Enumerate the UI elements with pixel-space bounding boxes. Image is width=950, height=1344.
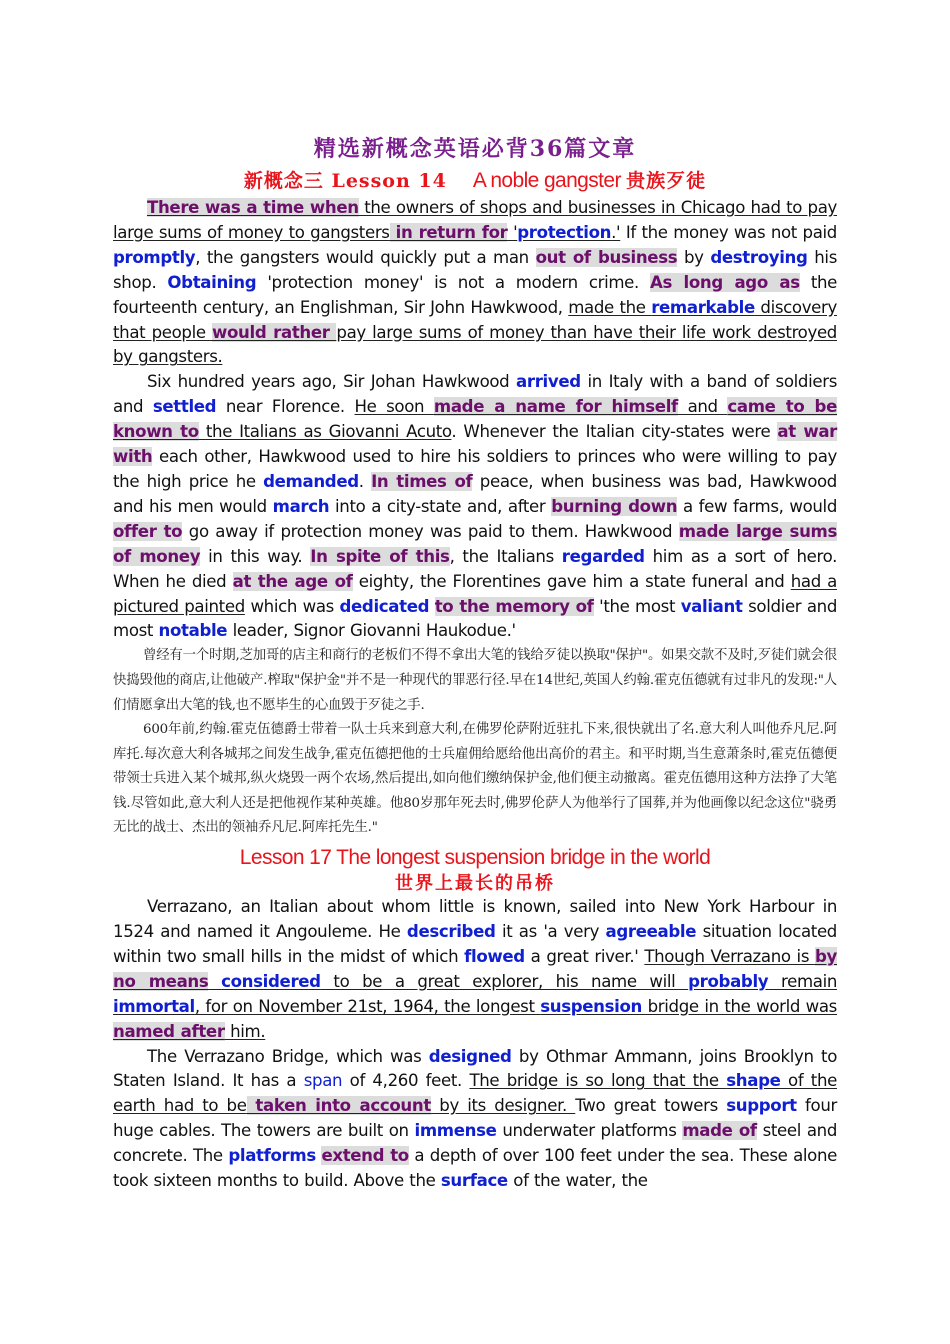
text-run: situation located within two small hills in the midst of which <box>113 921 837 966</box>
text-run: four huge cables. The towers are built on <box>113 1096 837 1141</box>
lesson14-heading <box>113 166 837 196</box>
text-run: Six hundred years ago, Sir Johan Hawkwood <box>147 372 517 392</box>
text-run: pay large sums of money than have their life work destroyed by gangsters. <box>113 322 837 367</box>
text-run: , the gangsters would quickly put a man <box>195 247 536 267</box>
text-run: soldier and most <box>113 596 837 641</box>
text-run: leader, Signor Giovanni Haukodue.' <box>227 621 516 641</box>
highlighted-phrase: out of business <box>535 247 678 267</box>
text-run: remain <box>768 971 838 991</box>
keyword: considered <box>221 971 321 991</box>
text-run: He soon <box>354 397 434 417</box>
document-title: 精选新概念英语必背36篇文章 <box>313 136 637 162</box>
text-run <box>208 972 221 991</box>
text-run: to be a great explorer, his name will <box>320 971 689 991</box>
text-run: 'the most <box>593 596 681 616</box>
document-page <box>113 132 837 1194</box>
highlighted-phrase: at war with <box>113 422 837 467</box>
highlighted-phrase: made large sums of money <box>113 521 838 566</box>
text-run: Two great towers <box>575 1096 727 1116</box>
text-run: by <box>677 247 711 267</box>
highlighted-phrase: made a name for himself <box>433 397 678 417</box>
highlighted-phrase: would rather <box>212 322 337 342</box>
lesson17-paragraph-2 <box>113 1045 837 1194</box>
text-run: into a city-state and, after <box>329 496 552 516</box>
lesson14-translation-1: 曾经有一个时期,芝加哥的店主和商行的老板们不得不拿出大笔的钱给歹徒以换取"保护"。如果交款不及时,歹徒们就会很快捣毁他的商店,让他破产.榨取"保护金"并不是一种现代的罪恶行径.早在14世纪,英国人约翰.霍克伍德就有过非凡的发现:"人们情愿拿出大笔的钱,也不愿毕生的心血毁于歹徒之手. <box>113 648 837 713</box>
keyword: probably <box>688 971 769 991</box>
text-run: a depth of over 100 feet under the sea. These alone took sixteen months to build. Above the <box>113 1146 837 1191</box>
highlighted-phrase: In spite of this <box>310 546 450 566</box>
text-run: steel and concrete. The <box>113 1121 837 1166</box>
keyword: platforms <box>228 1146 316 1166</box>
keyword: surface <box>440 1171 508 1191</box>
text-run: , the Italians <box>449 546 562 566</box>
text-run: , for on November 21st, 1964, the longest <box>194 996 541 1016</box>
keyword: support <box>726 1096 797 1116</box>
keyword: settled <box>152 397 217 417</box>
highlighted-phrase: In times of <box>371 471 473 491</box>
text-run: by Othmar Ammann, joins Brooklyn to Staten Island. It has a <box>113 1046 838 1091</box>
text-run: it as 'a very <box>495 921 606 941</box>
highlighted-phrase: at the age of <box>232 571 353 591</box>
text-run: Though Verrazano is <box>644 946 815 966</box>
keyword: remarkable <box>651 297 755 317</box>
highlighted-phrase: in return for <box>389 222 508 242</box>
text-run: him as a sort of hero. When he died <box>113 546 838 591</box>
highlighted-phrase: by no means <box>113 946 837 991</box>
text-run: .' <box>611 222 621 242</box>
keyword: shape <box>726 1071 781 1091</box>
text-run: by its designer. <box>430 1096 576 1116</box>
keyword: agreeable <box>605 921 697 941</box>
keyword: march <box>272 496 330 516</box>
keyword: demanded <box>263 471 359 491</box>
text-run: a few farms, would <box>677 496 837 516</box>
keyword: described <box>406 921 496 941</box>
keyword: regarded <box>561 546 645 566</box>
keyword: notable <box>158 621 228 641</box>
text-run: of the earth had to be <box>113 1071 837 1116</box>
text-run: The bridge is so long that the <box>469 1071 727 1091</box>
text-run: If the money was not paid <box>620 222 837 242</box>
lesson17-paragraph-1 <box>113 895 837 1044</box>
highlighted-phrase: to the memory of <box>434 596 594 616</box>
text-run: the Italians as Giovanni Acuto <box>198 422 452 442</box>
keyword: Obtaining <box>167 272 257 292</box>
text-run: of 4,260 feet. <box>342 1071 470 1091</box>
lesson17-heading-chinese: 世界上最长的吊桥 <box>395 873 555 895</box>
highlighted-phrase: made of <box>682 1121 757 1141</box>
keyword: valiant <box>680 596 743 616</box>
text-run: and <box>677 397 728 417</box>
text-run: underwater platforms <box>496 1121 683 1141</box>
text-run: of the water, the <box>507 1171 648 1191</box>
lesson14-heading-english: A noble gangster <box>472 169 621 192</box>
lesson14-heading-chinese: 贵族歹徒 <box>626 170 707 192</box>
text-run: discovery that people <box>113 297 837 342</box>
text-run: peace, when business was bad, Hawkwood and his men would <box>113 471 837 516</box>
text-run <box>429 597 435 616</box>
text-run: go away if protection money was paid to them. Hawkwood <box>182 521 679 541</box>
text-run: bridge in the world was <box>642 996 837 1016</box>
keyword: dedicated <box>339 596 430 616</box>
text-run: eighty, the Florentines gave him a state funeral and <box>352 571 791 591</box>
lesson17-heading: Lesson 17 The longest suspension bridge in the world <box>239 846 711 870</box>
text-run: the fourteenth century, an Englishman, Sir John Hawkwood, <box>113 272 837 317</box>
text-run: 'protection money' is not a modern crime. <box>256 272 650 292</box>
keyword: designed <box>428 1046 512 1066</box>
keyword: suspension <box>540 996 643 1016</box>
text-run: . <box>358 471 372 491</box>
highlighted-phrase: named after <box>113 1021 225 1041</box>
highlighted-phrase: extend to <box>321 1146 409 1166</box>
keyword: immense <box>414 1121 497 1141</box>
text-run: The Verrazano Bridge, which was <box>147 1046 429 1066</box>
text-run: a great river.' <box>524 946 645 966</box>
lesson14-paragraph-2 <box>113 370 837 644</box>
keyword: arrived <box>516 372 581 392</box>
lesson14-heading-prefix: 新概念三 Lesson 14 <box>243 170 447 192</box>
text-run: Verrazano, an Italian about whom little is known, sailed into New York Harbour in 1524 and named it Angouleme. He <box>113 897 837 941</box>
highlighted-phrase: offer to <box>113 521 183 541</box>
highlighted-phrase: taken into account <box>246 1096 431 1116</box>
text-run: his shop. <box>113 247 837 292</box>
text-run: in this way. <box>200 546 311 566</box>
lesson14-paragraph-1 <box>113 196 837 370</box>
keyword: span <box>303 1071 343 1091</box>
highlighted-phrase: There was a time when <box>147 198 359 217</box>
text-run: each other, Hawkwood used to hire his soldiers to princes who were willing to pay the high price he <box>113 447 837 491</box>
text-run: near Florence. <box>216 397 355 417</box>
text-run: in Italy with a band of soldiers and <box>113 372 837 417</box>
highlighted-phrase: came to be known to <box>113 397 837 442</box>
text-run: . Whenever the Italian city-states were <box>451 422 778 442</box>
text-run: which was <box>244 596 340 616</box>
text-run: the owners of shops and businesses in Chicago had to pay large sums of money to gangsters <box>113 198 838 242</box>
highlighted-phrase: burning down <box>551 496 678 516</box>
keyword: destroying <box>710 247 808 267</box>
keyword: flowed <box>464 946 525 966</box>
text-run: him. <box>224 1021 266 1041</box>
keyword: protection <box>517 222 612 242</box>
text-run: ' <box>507 222 518 242</box>
text-run: had a pictured painted <box>113 571 837 616</box>
keyword: promptly <box>113 247 196 267</box>
lesson14-translation-2: 600年前,约翰.霍克伍德爵士带着一队士兵来到意大利,在佛罗伦萨附近驻扎下来,很快就出了名.意大利人叫他乔凡尼.阿库托.每次意大利各城邦之间发生战争,霍克伍德把他的士兵雇佣给愿给他出高价的君主。和平时期,当生意萧条时,霍克伍德便带领士兵进入某个城邦,纵火烧毁一两个农场,然后提出,如向他们缴纳保护金,他们便主动撤离。霍克伍德用这种方法挣了大笔钱.尽管如此,意大利人还是把他视作某种英雄。他80岁那年死去时,佛罗伦萨人为他举行了国葬,并为他画像以纪念这位"骁勇无比的战士、杰出的领袖乔凡尼.阿库托先生." <box>113 722 837 836</box>
keyword: immortal <box>113 996 195 1016</box>
highlighted-phrase: As long ago as <box>649 272 800 292</box>
text-run: made the <box>568 297 652 317</box>
